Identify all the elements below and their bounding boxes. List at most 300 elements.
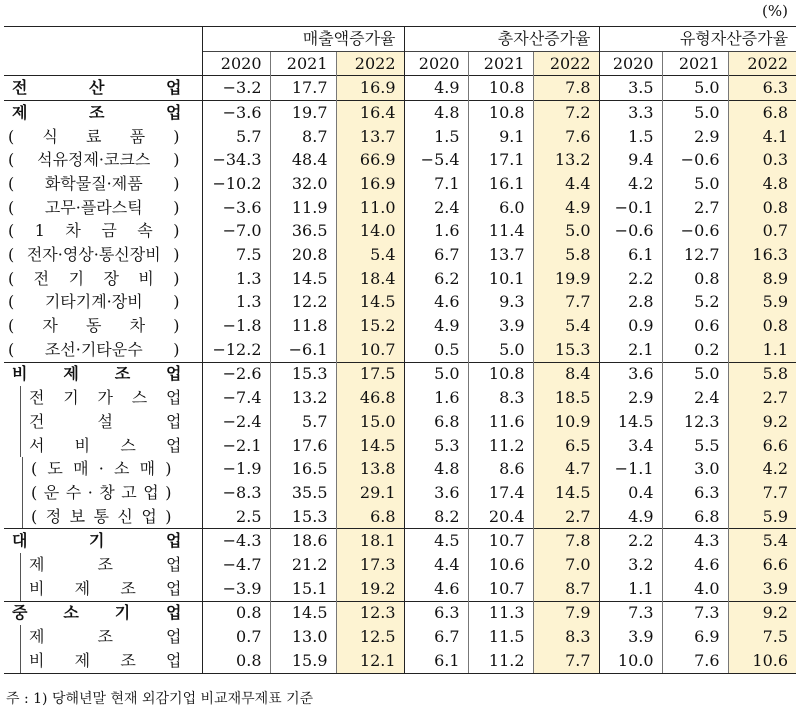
value-cell: 6.8 xyxy=(336,505,404,529)
value-cell: 0.8 xyxy=(202,601,270,625)
value-cell: 2.2 xyxy=(599,529,662,553)
value-cell: 0.7 xyxy=(728,220,796,244)
header-group-assets: 총자산증가율 xyxy=(404,27,599,52)
table-row xyxy=(4,362,796,386)
value-cell: 10.6 xyxy=(728,649,796,673)
value-cell: 16.9 xyxy=(336,172,404,196)
row-label-part: 조 xyxy=(97,554,113,574)
row-label-part: ) xyxy=(173,150,180,170)
row-label xyxy=(4,314,202,338)
row-label-part: 업 xyxy=(166,411,182,431)
value-cell: 4.9 xyxy=(599,505,662,529)
value-cell: 4.7 xyxy=(533,457,599,481)
row-label-part: · xyxy=(98,459,104,479)
value-cell: 14.0 xyxy=(336,220,404,244)
row-label-part: ) xyxy=(173,268,180,288)
value-cell: 0.8 xyxy=(662,267,728,291)
value-cell: 1.1 xyxy=(599,577,662,601)
growth-table xyxy=(4,26,796,674)
value-cell: 16.9 xyxy=(336,76,404,101)
table-row xyxy=(4,338,796,362)
value-cell: 6.1 xyxy=(599,243,662,267)
row-label-part: ) xyxy=(173,245,180,265)
value-cell: 4.9 xyxy=(404,76,468,101)
value-cell: 0.8 xyxy=(202,649,270,673)
value-cell: 4.8 xyxy=(404,457,468,481)
table-row xyxy=(4,172,796,196)
value-cell: 4.0 xyxy=(662,577,728,601)
row-label-part: 조선·기타운수 xyxy=(44,339,143,359)
unit-label: (%) xyxy=(762,2,788,20)
row-label-part: ) xyxy=(173,173,180,193)
row-label xyxy=(4,220,202,244)
value-cell: 7.5 xyxy=(202,243,270,267)
value-cell: 12.5 xyxy=(336,625,404,649)
value-cell: 18.6 xyxy=(270,529,336,553)
value-cell: 66.9 xyxy=(336,148,404,172)
row-label xyxy=(4,553,202,577)
row-label xyxy=(4,196,202,220)
value-cell: 5.7 xyxy=(270,410,336,434)
value-cell: 17.1 xyxy=(468,148,533,172)
value-cell: 5.0 xyxy=(662,101,728,125)
value-cell: −1.1 xyxy=(599,457,662,481)
value-cell: −0.1 xyxy=(599,196,662,220)
value-cell: 1.5 xyxy=(599,125,662,149)
row-label-part: ( xyxy=(8,292,15,312)
row-label-part: 창 xyxy=(99,482,115,502)
value-cell: 5.9 xyxy=(728,505,796,529)
table-row xyxy=(4,76,796,101)
row-label xyxy=(4,649,202,673)
row-label-part: ) xyxy=(173,292,180,312)
value-cell: 6.8 xyxy=(662,505,728,529)
value-cell: −7.0 xyxy=(202,220,270,244)
row-label-part: 고 xyxy=(121,482,137,502)
value-cell: 5.3 xyxy=(404,434,468,458)
value-cell: 6.1 xyxy=(404,649,468,673)
table-row xyxy=(4,314,796,338)
row-label-part: 매 xyxy=(139,459,156,479)
value-cell: −3.6 xyxy=(202,196,270,220)
header-year: 2022 xyxy=(728,51,796,76)
row-label-part: ) xyxy=(173,339,180,359)
value-cell: 48.4 xyxy=(270,148,336,172)
value-cell: 46.8 xyxy=(336,386,404,410)
value-cell: 6.8 xyxy=(728,101,796,125)
value-cell: 16.3 xyxy=(728,243,796,267)
table-row xyxy=(4,505,796,529)
value-cell: 1.3 xyxy=(202,291,270,315)
row-label-part: 건 xyxy=(29,411,45,431)
row-label-part: 업 xyxy=(141,506,157,526)
value-cell: 7.9 xyxy=(533,601,599,625)
row-label-part: 업 xyxy=(166,554,182,574)
value-cell: 2.1 xyxy=(599,338,662,362)
value-cell: 5.8 xyxy=(533,243,599,267)
value-cell: 2.5 xyxy=(202,505,270,529)
row-label-part: 제 xyxy=(74,650,91,670)
row-label xyxy=(4,243,202,267)
value-cell: 11.4 xyxy=(468,220,533,244)
value-cell: 9.3 xyxy=(468,291,533,315)
table-row xyxy=(4,529,796,553)
table-row xyxy=(4,125,796,149)
row-label-part: 제 xyxy=(74,578,91,598)
value-cell: 3.9 xyxy=(468,314,533,338)
row-label-part: 고무·플라스틱 xyxy=(44,197,143,217)
value-cell: −5.4 xyxy=(404,148,468,172)
value-cell: 15.9 xyxy=(270,649,336,673)
value-cell: 8.7 xyxy=(270,125,336,149)
value-cell: 8.7 xyxy=(533,577,599,601)
value-cell: 5.0 xyxy=(533,220,599,244)
row-label xyxy=(4,172,202,196)
value-cell: 2.8 xyxy=(599,291,662,315)
value-cell: 11.2 xyxy=(468,649,533,673)
value-cell: −2.4 xyxy=(202,410,270,434)
value-cell: 5.7 xyxy=(202,125,270,149)
row-label-part: 조 xyxy=(97,627,113,647)
value-cell: 16.4 xyxy=(336,101,404,125)
row-label-part: 비 xyxy=(29,578,45,598)
header-year: 2020 xyxy=(202,51,270,76)
value-cell: 6.6 xyxy=(728,553,796,577)
row-label xyxy=(4,505,202,529)
row-label xyxy=(4,481,202,505)
value-cell: 4.8 xyxy=(728,172,796,196)
table-row xyxy=(4,457,796,481)
row-label xyxy=(4,101,202,125)
row-label-part: 업 xyxy=(166,650,182,670)
value-cell: 9.2 xyxy=(728,601,796,625)
row-label-part: ( xyxy=(8,221,15,241)
value-cell: 36.5 xyxy=(270,220,336,244)
value-cell: 7.7 xyxy=(728,481,796,505)
value-cell: 6.2 xyxy=(404,267,468,291)
value-cell: 10.7 xyxy=(468,529,533,553)
row-label-part: 금 xyxy=(101,221,117,241)
value-cell: 3.6 xyxy=(599,362,662,386)
row-label-part: 업 xyxy=(166,578,182,598)
value-cell: 7.6 xyxy=(662,649,728,673)
value-cell: 14.5 xyxy=(270,601,336,625)
value-cell: 16.1 xyxy=(468,172,533,196)
value-cell: 35.5 xyxy=(270,481,336,505)
value-cell: −1.8 xyxy=(202,314,270,338)
row-label xyxy=(4,434,202,458)
row-label-part: 소 xyxy=(63,603,79,623)
header-year: 2021 xyxy=(662,51,728,76)
row-label-part: 통 xyxy=(93,506,109,526)
value-cell: 17.7 xyxy=(270,76,336,101)
row-label-part: 대 xyxy=(12,531,28,551)
row-label-part: 신 xyxy=(117,506,133,526)
value-cell: −12.2 xyxy=(202,338,270,362)
value-cell: 4.2 xyxy=(599,172,662,196)
row-label-part: 전 xyxy=(29,388,45,408)
row-label-part: 중 xyxy=(12,603,28,623)
row-label-part: 업 xyxy=(166,388,182,408)
value-cell: 2.9 xyxy=(599,386,662,410)
value-cell: 7.0 xyxy=(533,553,599,577)
row-label-part: 업 xyxy=(166,78,182,98)
value-cell: 1.5 xyxy=(404,125,468,149)
row-label-part: 조 xyxy=(114,364,131,384)
value-cell: 8.3 xyxy=(468,386,533,410)
value-cell: 10.9 xyxy=(533,410,599,434)
value-cell: 13.2 xyxy=(270,386,336,410)
value-cell: 8.4 xyxy=(533,362,599,386)
value-cell: 11.9 xyxy=(270,196,336,220)
value-cell: 10.8 xyxy=(468,101,533,125)
row-label-part: 전 xyxy=(12,78,28,98)
value-cell: 19.2 xyxy=(336,577,404,601)
value-cell: −2.6 xyxy=(202,362,270,386)
value-cell: 5.8 xyxy=(728,362,796,386)
value-cell: 3.4 xyxy=(599,434,662,458)
row-label-part: 동 xyxy=(86,316,102,336)
value-cell: 2.7 xyxy=(728,386,796,410)
row-label-part: ) xyxy=(165,482,172,502)
table-row xyxy=(4,481,796,505)
value-cell: 19.7 xyxy=(270,101,336,125)
value-cell: 7.3 xyxy=(662,601,728,625)
value-cell: 6.5 xyxy=(533,434,599,458)
value-cell: 8.2 xyxy=(404,505,468,529)
value-cell: 3.6 xyxy=(404,481,468,505)
row-label-part: 업 xyxy=(166,364,182,384)
value-cell: 1.6 xyxy=(404,220,468,244)
value-cell: 15.3 xyxy=(533,338,599,362)
value-cell: 5.0 xyxy=(662,76,728,101)
value-cell: 8.6 xyxy=(468,457,533,481)
value-cell: 6.3 xyxy=(662,481,728,505)
row-label-part: ) xyxy=(173,197,180,217)
header-group-tangible: 유형자산증가율 xyxy=(599,27,796,52)
value-cell: 15.3 xyxy=(270,505,336,529)
value-cell: 0.5 xyxy=(404,338,468,362)
row-label-part: 스 xyxy=(120,435,136,455)
value-cell: 7.7 xyxy=(533,291,599,315)
value-cell: −4.7 xyxy=(202,553,270,577)
value-cell: 5.4 xyxy=(336,243,404,267)
table-row xyxy=(4,553,796,577)
row-label-part: ( xyxy=(31,482,38,502)
value-cell: 5.0 xyxy=(404,362,468,386)
row-label-part: 료 xyxy=(86,126,102,146)
row-label-part: ( xyxy=(31,459,38,479)
value-cell: 12.1 xyxy=(336,649,404,673)
value-cell: 0.7 xyxy=(202,625,270,649)
value-cell: 32.0 xyxy=(270,172,336,196)
value-cell: 4.5 xyxy=(404,529,468,553)
value-cell: 6.0 xyxy=(468,196,533,220)
row-label-part: 화학물질·제품 xyxy=(44,173,143,193)
table-row xyxy=(4,386,796,410)
value-cell: 7.8 xyxy=(533,76,599,101)
value-cell: 4.6 xyxy=(404,577,468,601)
value-cell: 11.5 xyxy=(468,625,533,649)
value-cell: 15.3 xyxy=(270,362,336,386)
table-row xyxy=(4,434,796,458)
row-label-part: 소 xyxy=(113,459,130,479)
row-label-part: 자 xyxy=(42,316,58,336)
row-label xyxy=(4,457,202,481)
value-cell: 0.2 xyxy=(662,338,728,362)
value-cell: 0.8 xyxy=(728,314,796,338)
value-cell: 2.7 xyxy=(662,196,728,220)
value-cell: 17.6 xyxy=(270,434,336,458)
value-cell: 17.4 xyxy=(468,481,533,505)
value-cell: 2.9 xyxy=(662,125,728,149)
value-cell: 5.0 xyxy=(662,172,728,196)
value-cell: −3.2 xyxy=(202,76,270,101)
row-label-part: 비 xyxy=(74,435,91,455)
value-cell: 19.9 xyxy=(533,267,599,291)
row-label-part: 매 xyxy=(73,459,89,479)
value-cell: 12.7 xyxy=(662,243,728,267)
row-label-part: 기 xyxy=(89,531,105,551)
header-group-row xyxy=(4,27,796,52)
table-row xyxy=(4,196,796,220)
value-cell: 5.4 xyxy=(533,314,599,338)
row-label-part: 속 xyxy=(137,221,153,241)
value-cell: −4.3 xyxy=(202,529,270,553)
row-label-part: 비 xyxy=(12,364,28,384)
value-cell: −10.2 xyxy=(202,172,270,196)
row-label-part: 스 xyxy=(131,388,148,408)
value-cell: 21.2 xyxy=(270,553,336,577)
value-cell: 7.2 xyxy=(533,101,599,125)
value-cell: 4.6 xyxy=(404,291,468,315)
value-cell: 14.5 xyxy=(336,434,404,458)
row-label xyxy=(4,76,202,101)
value-cell: 20.4 xyxy=(468,505,533,529)
value-cell: 12.3 xyxy=(662,410,728,434)
value-cell: 0.8 xyxy=(728,196,796,220)
row-label xyxy=(4,267,202,291)
row-label-part: ) xyxy=(173,221,180,241)
value-cell: 7.1 xyxy=(404,172,468,196)
value-cell: 10.0 xyxy=(599,649,662,673)
table-row xyxy=(4,577,796,601)
value-cell: 5.2 xyxy=(662,291,728,315)
value-cell: 6.9 xyxy=(662,625,728,649)
value-cell: 2.7 xyxy=(533,505,599,529)
value-cell: 4.2 xyxy=(728,457,796,481)
value-cell: 8.9 xyxy=(728,267,796,291)
value-cell: −3.9 xyxy=(202,577,270,601)
value-cell: 2.4 xyxy=(662,386,728,410)
row-label-part: 식 xyxy=(42,126,58,146)
value-cell: 3.0 xyxy=(662,457,728,481)
row-label-part: 업 xyxy=(166,627,182,647)
row-label-part: ( xyxy=(8,197,15,217)
row-label xyxy=(4,338,202,362)
value-cell: 13.7 xyxy=(336,125,404,149)
row-label-part: 제 xyxy=(29,627,45,647)
value-cell: 15.1 xyxy=(270,577,336,601)
value-cell: 9.2 xyxy=(728,410,796,434)
value-cell: 7.6 xyxy=(533,125,599,149)
value-cell: 0.4 xyxy=(599,481,662,505)
row-label-part: 수 xyxy=(65,482,82,502)
value-cell: 18.4 xyxy=(336,267,404,291)
row-label-part: ) xyxy=(173,316,180,336)
value-cell: 14.5 xyxy=(533,481,599,505)
value-cell: 13.7 xyxy=(468,243,533,267)
value-cell: 1.6 xyxy=(404,386,468,410)
value-cell: 6.6 xyxy=(728,434,796,458)
value-cell: 5.0 xyxy=(662,362,728,386)
value-cell: 5.0 xyxy=(468,338,533,362)
value-cell: 10.8 xyxy=(468,76,533,101)
row-label xyxy=(4,529,202,553)
row-label-part: 기타기계·장비 xyxy=(44,292,143,312)
value-cell: 11.0 xyxy=(336,196,404,220)
value-cell: 13.8 xyxy=(336,457,404,481)
row-label-part: 차 xyxy=(129,316,146,336)
row-label-part: 업 xyxy=(143,482,159,502)
value-cell: 10.1 xyxy=(468,267,533,291)
row-label-part: 가 xyxy=(97,388,113,408)
row-label-part: 기 xyxy=(63,388,79,408)
value-cell: −2.1 xyxy=(202,434,270,458)
value-cell: 11.8 xyxy=(270,314,336,338)
row-label-part: ( xyxy=(8,126,15,146)
table-row xyxy=(4,291,796,315)
row-label-part: ) xyxy=(165,506,172,526)
header-group-sales: 매출액증가율 xyxy=(202,27,404,52)
table-row xyxy=(4,410,796,434)
header-year: 2022 xyxy=(336,51,404,76)
value-cell: 16.5 xyxy=(270,457,336,481)
row-label-part: 차 xyxy=(65,221,81,241)
value-cell: −0.6 xyxy=(662,148,728,172)
value-cell: 9.1 xyxy=(468,125,533,149)
value-cell: 15.2 xyxy=(336,314,404,338)
value-cell: 4.3 xyxy=(662,529,728,553)
row-label-part: ( xyxy=(8,150,15,170)
value-cell: 8.3 xyxy=(533,625,599,649)
value-cell: 7.5 xyxy=(728,625,796,649)
value-cell: 3.3 xyxy=(599,101,662,125)
value-cell: 9.4 xyxy=(599,148,662,172)
row-label-part: ( xyxy=(8,173,15,193)
value-cell: 4.1 xyxy=(728,125,796,149)
table-row xyxy=(4,625,796,649)
table-row xyxy=(4,148,796,172)
row-label-part: ( xyxy=(8,339,15,359)
row-label-part: 조 xyxy=(120,650,136,670)
value-cell: 11.2 xyxy=(468,434,533,458)
row-label-part: 서 xyxy=(29,435,45,455)
row-label-part: ( xyxy=(8,245,15,265)
value-cell: −0.6 xyxy=(599,220,662,244)
value-cell: 15.0 xyxy=(336,410,404,434)
row-label-part: ) xyxy=(165,459,172,479)
row-label-part: 정 xyxy=(45,506,62,526)
row-label-part: 조 xyxy=(89,102,105,122)
table-row xyxy=(4,649,796,673)
row-label xyxy=(4,577,202,601)
value-cell: 3.9 xyxy=(599,625,662,649)
row-label-part: 기 xyxy=(114,603,131,623)
value-cell: 14.5 xyxy=(270,267,336,291)
row-label-part: 전 xyxy=(33,268,50,288)
row-label xyxy=(4,291,202,315)
